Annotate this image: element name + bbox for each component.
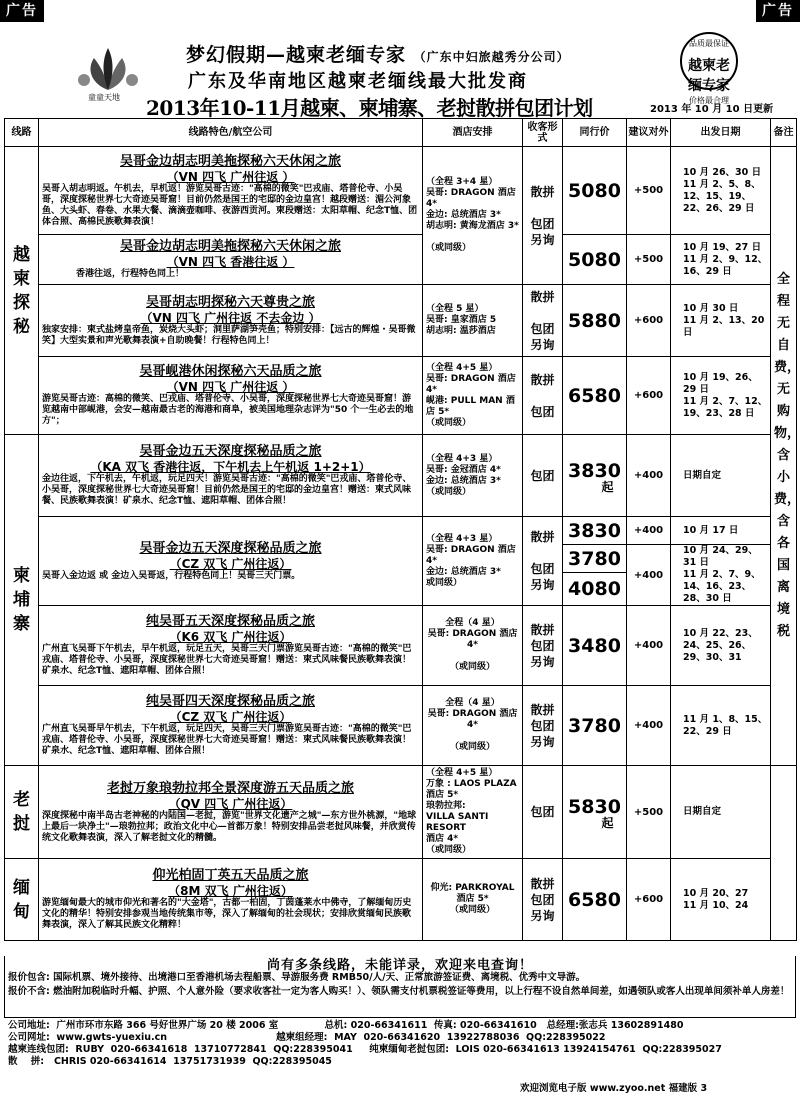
route-title: 吴哥金边胡志明美拖探秘六天休闲之旅 [119, 153, 341, 169]
route-title: 吴哥金边五天深度探秘品质之旅 [139, 540, 322, 556]
route-flight: （VN 四飞 广州往返 ） [166, 169, 295, 184]
col-feature: 线路特色/航空公司 [39, 119, 423, 147]
route-desc: 游览吴哥古迹：高棉的微笑、巴戎庙、塔普伦寺、小吴哥，深度探秘世界七大奇迹吴哥窟！游览越南中部岘港，会安—越南最古老的海港和商阜，被美国地理杂志评为"50 个一生必去的地方"； [42, 394, 414, 426]
company-logo [72, 46, 144, 108]
dates-cell: 10 月 19、26、29 日 11 月 2、7、12、19、23、28 日 [671, 357, 771, 435]
route-flight: （CZ 双飞 广州往返） [169, 556, 292, 571]
table-row [5, 435, 797, 517]
table-row [5, 606, 797, 686]
addon-cell: +600 [627, 285, 671, 357]
route-title: 仰光柏固丁英五天品质之旅 [152, 868, 309, 883]
table-row [5, 686, 797, 766]
table-row [5, 147, 797, 235]
route-desc: 吴哥入金边返 或 金边入吴哥返，行程特色同上！吴哥三天门票。 [42, 570, 301, 581]
route-desc: 吴哥入胡志明返。午机去，早机返！游览吴哥古迹："高棉的微笑"巴戎庙、塔普伦寺、小吴哥，深度探秘世界七大奇迹吴哥窟！目前仍然是国王的宅邸的金边皇宫！越段赠送：湄公河象鱼、大头虾、春卷、水果大餐、滴滴壶咖啡、夜游西贡河。柬段赠送：太阳草帽、纪念T恤、团体合照、高棉民族歌舞表演！ [42, 183, 418, 227]
form-cell: 包团 [523, 766, 563, 859]
price-cell: 3830 [563, 517, 627, 545]
addon-cell: +400 [627, 686, 671, 766]
addon-cell: +500 [627, 235, 671, 285]
route-title: 吴哥岘港休闲探秘六天品质之旅 [139, 364, 322, 379]
route-flight: （QV 四飞 广州往返） [168, 796, 293, 811]
addon-cell: +400 [627, 606, 671, 686]
page-title: 梦幻假期—越柬老缅专家 （广东中妇旅越秀分公司） [186, 44, 570, 66]
form-cell: 散拼 包团 [523, 357, 563, 435]
hotel-cell: （全程 3+4 星） 吴哥: DRAGON 酒店 4* 金边: 总统酒店 3* 胡志明: 黄海龙酒店 3* （或同级） [423, 147, 523, 285]
route-flight: （K6 双飞 广州往返） [169, 630, 292, 644]
form-cell: 散拼 包团 另询 [523, 606, 563, 686]
price-cell: 3780 [563, 686, 627, 766]
col-price: 同行价 [563, 119, 627, 147]
dates-cell: 10 月 20、27 11 月 10、24 [671, 859, 771, 941]
table-row [5, 859, 797, 941]
dates-cell: 10 月 30 日 11 月 2、13、20 日 [671, 285, 771, 357]
dates-cell: 10 月 26、30 日 11 月 2、5、8、12、15、19、22、26、29 日 [671, 147, 771, 235]
region-myanmar: 缅甸 [5, 859, 39, 941]
hotel-cell: （全程 4+5 星） 吴哥: DRAGON 酒店 4* 岘港: PULL MAN 酒店 5* （或同级） [423, 357, 523, 435]
addon-cell: +500 [627, 147, 671, 235]
addon-cell: +400 [627, 517, 671, 545]
form-cell: 散拼 包团 另询 [523, 686, 563, 766]
addon-cell: +400 [627, 435, 671, 517]
price-cell: 5080 [563, 235, 627, 285]
price-cell: 5880 [563, 285, 627, 357]
dates-cell: 日期自定 [671, 766, 771, 859]
addon-cell: +400 [627, 545, 671, 606]
route-desc: 金边往返，下午机去，午机返，玩足四天！游览吴哥古迹："高棉的微笑"巴戎庙、塔普伦寺、小吴哥，深度探秘世界七大奇迹吴哥窟！目前仍然是国王的宅邸的金边皇宫！赠送：柬式风味餐、民族歌舞表演！矿泉水、纪念T恤、遮阳草帽、团体合照！ [42, 474, 412, 506]
col-form: 收客形式 [523, 119, 563, 147]
form-cell: 包团 [523, 435, 563, 517]
price-cell: 3480 [563, 606, 627, 686]
dates-cell: 10 月 22、23、24、25、26、29、30、31 [671, 606, 771, 686]
hotel-cell: （全程 5 星） 吴哥: 皇家酒店 5 胡志明: 温莎酒店 [423, 285, 523, 357]
route-desc: 广州直飞吴哥下午机去，早午机返，玩足五天，吴哥三天门票游览吴哥古迹："高棉的微笑"巴戎庙、塔普伦寺、小吴哥，深度探秘世界七大奇迹吴哥窟！赠送：柬式风味餐民族歌舞表演！矿泉水、纪念T恤、遮阳草帽、团体合照！ [42, 644, 412, 676]
price-cell: 6580 [563, 357, 627, 435]
route-flight: （8M 双飞 广州往返） [168, 884, 293, 898]
update-date: 2013 年 10 月 10 日更新 [650, 104, 774, 115]
form-cell: 散拼 包团 另询 [523, 859, 563, 941]
price-cell: 5080 [563, 147, 627, 235]
route-title: 吴哥胡志明探秘六天尊贵之旅 [145, 294, 315, 310]
dates-cell: 日期自定 [671, 435, 771, 517]
route-desc: 广州直飞吴哥早午机去，下午机返，玩足四天，吴哥三天门票游览吴哥古迹："高棉的微笑"巴戎庙、塔普伦寺、小吴哥，深度探秘世界七大奇迹吴哥窟！赠送：柬式风味餐民族歌舞表演！矿泉水、纪念T恤、遮阳草帽、团体合照！ [42, 724, 412, 756]
table-header [5, 119, 797, 147]
table-row [5, 517, 797, 545]
route-title: 吴哥金边五天深度探秘品质之旅 [139, 444, 322, 459]
route-flight: （VN 四飞 广州往返 不去金边 ） [140, 310, 321, 325]
hotel-cell: （全程 4+3 星） 吴哥: 金冠酒店 4* 金边: 总统酒店 3* （或同级） [423, 435, 523, 517]
note-cell: 全程无自费，无购物，含小费，含各国离境税 [771, 147, 797, 766]
table-row [5, 766, 797, 859]
route-desc: 香港往返，行程特色同上！ [76, 269, 185, 279]
route-flight: （VN 四飞 香港往返 ） [166, 255, 295, 269]
plan-title: 2013年10-11月越柬、柬埔寨、老挝散拼包团计划 [146, 96, 593, 120]
ad-label-left: 广告 [0, 0, 44, 22]
ad-label-right: 广告 [756, 0, 800, 22]
hotel-cell: 全程（4 星） 吴哥: DRAGON 酒店 4* （或同级） [423, 606, 523, 686]
price-cell: 3780 [563, 545, 627, 573]
price-include: 报价包含: 国际机票、境外接待、出境港口至香港机场去程船票、导游服务费 RMB50/人/天、正常旅游签证费、离境税、优秀中文导游。 [8, 972, 586, 983]
expert-badge: 品质最保证 越柬老缅专家 价格最合理 [680, 32, 738, 90]
col-hotel: 酒店安排 [423, 119, 523, 147]
route-desc: 游览缅甸最大的城市仰光和著名的"大金塔"，古都一柏固，丁茵蓬莱水中佛寺，了解缅甸历史文化的精华！特别安排参观当地传统集市等，深入了解缅甸的社会现状；安排欣赏缅甸民族歌舞表演，深入了解其民族文化精粹！ [42, 898, 412, 930]
site-link[interactable]: www.zyoo.net [589, 1083, 666, 1094]
hotel-cell: （全程 4+5 星） 万象 : LAOS PLAZA 酒店 5* 琅勃拉邦: VILLA SANTI RESORT 酒店 4* （或同级） [423, 766, 523, 859]
route-title: 纯吴哥四天深度探秘品质之旅 [145, 694, 315, 709]
route-desc: 独家安排：柬式盐烤皇帝鱼，炭烧大头虾；洞里萨湖笋壳鱼；特别安排：【远古的辉煌・吴哥微笑】大型实景和声光歌舞表演+自助晚餐！行程特色同上！ [42, 324, 416, 346]
route-title: 老挝万象琅勃拉邦全景深度游五天品质之旅 [106, 780, 354, 796]
addon-cell: +500 [627, 766, 671, 859]
hotel-cell: 全程（4 星） 吴哥: DRAGON 酒店 4* （或同级） [423, 686, 523, 766]
hotel-cell: 仰光: PARKROYAL 酒店 5* （或同级） [423, 859, 523, 941]
bottom-bar: 欢迎浏览电子版 www.zyoo.net 福建版 3 [520, 1083, 708, 1094]
contact-line: 越柬连线包团: RUBY 020-66341618 13710772841 QQ:228395041 纯柬缅甸老挝包团: LOIS 020-66341613 13924154761 QQ:228395027 [8, 1044, 722, 1055]
price-cell: 6580 [563, 859, 627, 941]
more-routes-text: 尚有多条线路，未能详录，欢迎来电查询！ [266, 958, 533, 973]
col-dates: 出发日期 [671, 119, 771, 147]
route-desc: 深度探秘中南半岛古老神秘的内陆国—老挝，游览"世界文化遗产之城"—东方世外桃源，"地球上最后一块净土"—琅勃拉邦；政治文化中心—首都万象！特别安排品尝老挝风味餐，并欣赏传统文化歌舞表演，深入了解老挝文化的精髓。 [42, 810, 417, 843]
page-subtitle: 广东及华南地区越柬老缅线最大批发商 [188, 71, 528, 92]
col-addon: 建议对外 [627, 119, 671, 147]
region-cambodia: 柬埔寨 [5, 435, 39, 766]
region-vietnam-cambodia: 越柬探秘 [5, 147, 39, 435]
page-header [0, 22, 800, 118]
dates-cell: 10 月 19、27 日 11 月 2、9、12、16、29 日 [671, 235, 771, 285]
route-flight: （VN 四飞 广州往返 ） [166, 380, 295, 394]
region-laos: 老挝 [5, 766, 39, 859]
form-cell: 散拼 包团 另询 [523, 285, 563, 357]
col-route: 线路 [5, 119, 39, 147]
addon-cell: +600 [627, 859, 671, 941]
dates-cell: 11 月 1、8、15、22、29 日 [671, 686, 771, 766]
route-title: 吴哥金边胡志明美拖探秘六天休闲之旅 [119, 239, 341, 254]
dates-cell: 10 月 24、29、31 日 11 月 2、7、9、14、16、23、28、30 日 [671, 545, 771, 606]
col-note: 备注 [771, 119, 797, 147]
note-cell-empty [771, 766, 797, 941]
contact-line: 公司地址: 广州市环市东路 366 号好世界广场 20 楼 2006 室 总机: 020-66341611 传真: 020-66341610 总经理:张志兵 13602891480 [8, 1020, 684, 1031]
contact-line: 公司网址: www.gwts-yuexiu.cn 越柬组经理: MAY 020-66341620 13922788036 QQ:228395022 [8, 1032, 606, 1043]
price-cell: 5830 起 [563, 766, 627, 859]
logo-caption: 童童天地 [88, 93, 120, 102]
tour-table [4, 118, 800, 941]
flower-logo-icon [72, 46, 144, 94]
route-title: 纯吴哥五天深度探秘品质之旅 [145, 614, 315, 629]
table-row [5, 285, 797, 357]
form-cell: 散拼 包团 另询 [523, 517, 563, 606]
price-cell: 3830 起 [563, 435, 627, 517]
route-flight: （KA 双飞 香港往返，下午机去上午机返 1+2+1） [90, 460, 371, 474]
price-exclude: 报价不含: 燃油附加税临时升幅、护照、个人意外险（要求收客社一定为客人购买！）、领队需支付机票税签证等费用，以上行程不设自然单间差，如遇领队或客人出现单间须补单人房差！ [8, 986, 790, 997]
form-cell: 散拼 包团 另询 [523, 147, 563, 285]
table-row [5, 235, 797, 285]
hotel-cell: （全程 4+3 星） 吴哥: DRAGON 酒店 4* 金边: 总统酒店 3* 或同级） [423, 517, 523, 606]
contact-line: 散 拼: CHRIS 020-66341614 13751731939 QQ:228395045 [8, 1056, 332, 1067]
dates-cell: 10 月 17 日 [671, 517, 771, 545]
page-number: 3 [700, 1083, 708, 1094]
price-cell: 4080 [563, 573, 627, 606]
addon-cell: +600 [627, 357, 671, 435]
route-flight: （CZ 双飞 广州往返） [169, 710, 292, 724]
table-row [5, 357, 797, 435]
